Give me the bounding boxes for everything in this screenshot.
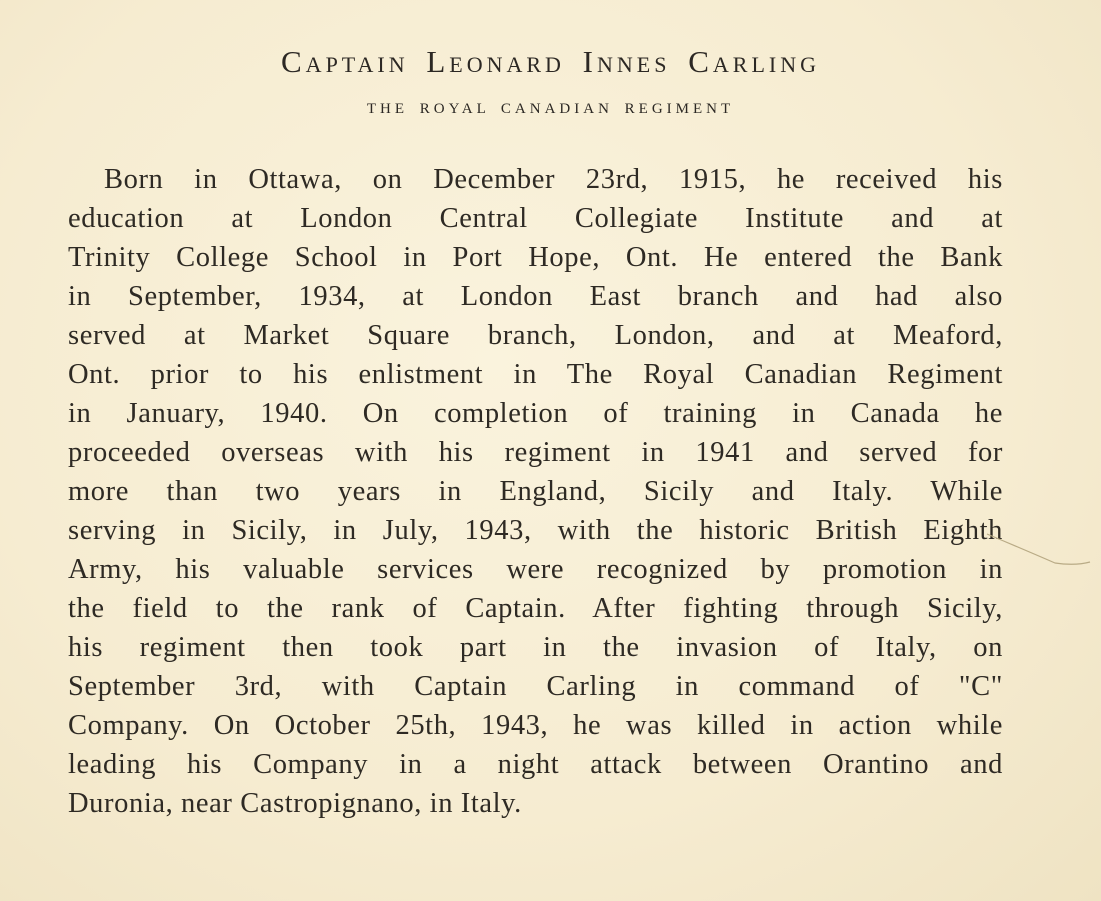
paragraph-line: in January, 1940. On completion of training in Canada he: [68, 398, 1003, 429]
paragraph-line: in September, 1934, at London East branch and had also: [68, 281, 1003, 312]
paragraph-line: education at London Central Collegiate Institute and at: [68, 203, 1003, 234]
paragraph-line: Ont. prior to his enlistment in The Royal Canadian Regiment: [68, 359, 1003, 390]
page-subtitle: THE ROYAL CANADIAN REGIMENT: [366, 101, 735, 117]
paragraph-line: the field to the rank of Captain. After fighting through Sicily,: [68, 593, 1003, 624]
paragraph-line: serving in Sicily, in July, 1943, with the historic British Eighth: [68, 515, 1003, 546]
paragraph-line: served at Market Square branch, London, and at Meaford,: [68, 320, 1003, 351]
paragraph-line: Company. On October 25th, 1943, he was killed in action while: [68, 710, 1003, 741]
paragraph-line: proceeded overseas with his regiment in 1941 and served for: [68, 437, 1003, 468]
biography-paragraph: [68, 160, 1003, 823]
paragraph-line: Trinity College School in Port Hope, Ont. He entered the Bank: [68, 242, 1003, 273]
paragraph-line: more than two years in England, Sicily and Italy. While: [68, 476, 1003, 507]
paragraph-line: his regiment then took part in the invasion of Italy, on: [68, 632, 1003, 663]
paragraph-line: Army, his valuable services were recognized by promotion in: [68, 554, 1003, 585]
page-title: Captain Leonard Innes Carling: [281, 44, 820, 79]
paragraph-line: Duronia, near Castropignano, in Italy.: [68, 788, 522, 819]
paragraph-line: leading his Company in a night attack between Orantino and: [68, 749, 1003, 780]
paragraph-line: September 3rd, with Captain Carling in command of "C": [68, 671, 1003, 702]
page-crease-mark: [985, 530, 1095, 580]
paragraph-line: Born in Ottawa, on December 23rd, 1915, he received his: [104, 164, 1003, 195]
